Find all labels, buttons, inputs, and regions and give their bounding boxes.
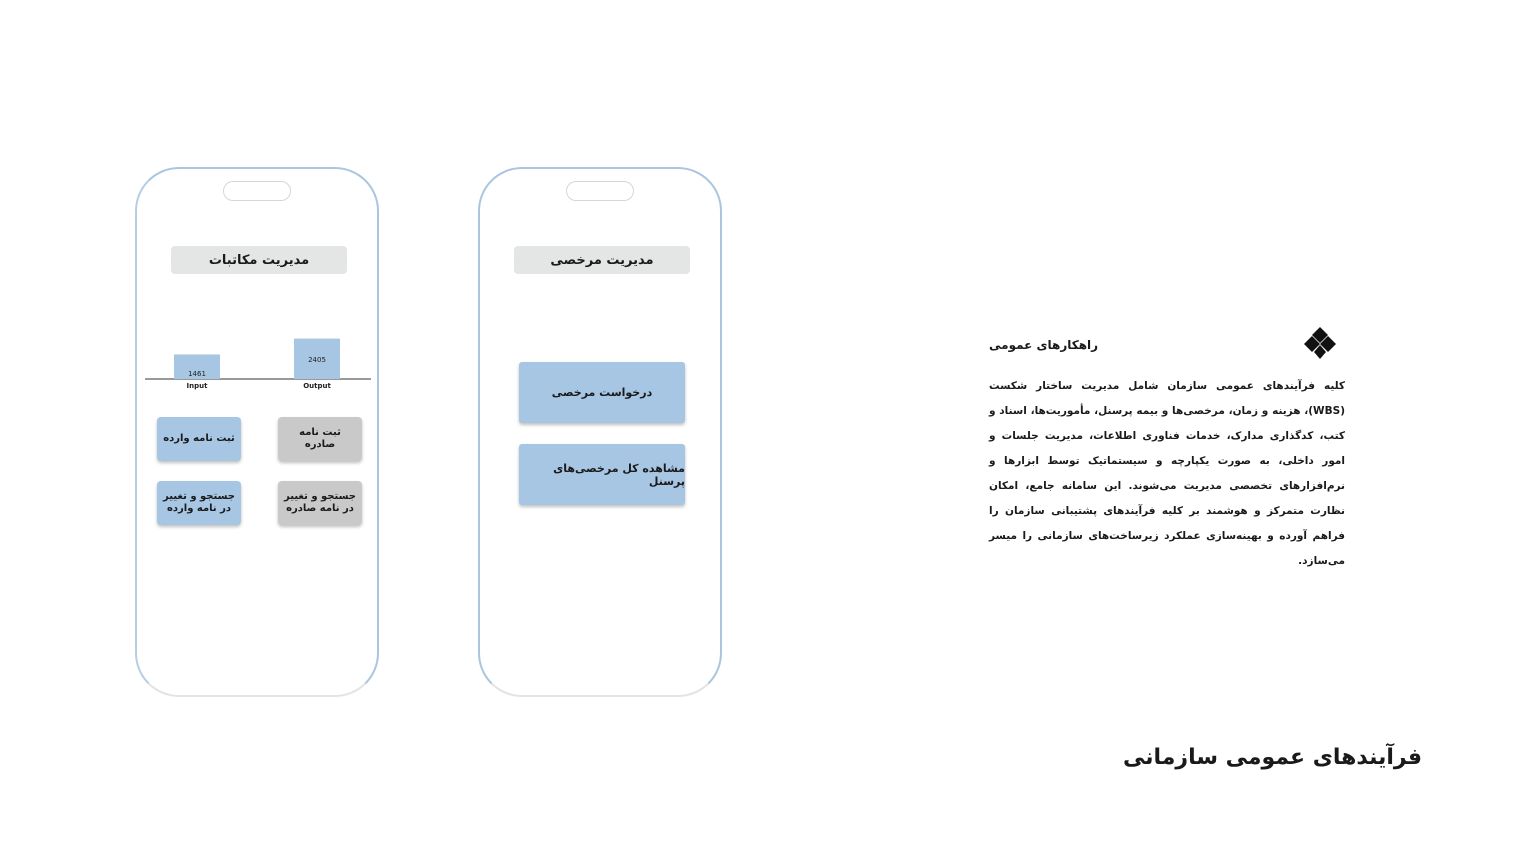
bar-value-label: 2405 — [308, 355, 326, 364]
correspondence-chart — [145, 329, 371, 389]
register-incoming-button[interactable]: ثبت نامه وارده — [157, 417, 241, 461]
solutions-title — [989, 338, 1189, 352]
company-logo-icon — [1303, 326, 1337, 360]
search-incoming-button[interactable]: جستجو و تغییر در نامه وارده — [157, 481, 241, 525]
solutions-description: کلیه فرآیندهای عمومی سازمان شامل مدیریت ساختار شکست (WBS)، هزینه و زمان، مرخصی‌ها و بیمه پرسنل، مأموریت‌ها، اسناد و کتب، کدگذاری مدارک، خدمات فناوری اطلاعات، مدیریت جلسات و امور داخلی، به صورت یکپارچه و سیستماتیک توسط ابزارها و نرم‌افزارهای تخصصی مدیریت می‌شوند. این سامانه جامع، امکان نظارت متمرکز و هوشمند بر کلیه فرآیندهای پشتیبانی سازمان را فراهم آورده و بهینه‌سازی عملکرد زیرساخت‌های سازمانی را میسر می‌سازد. — [989, 380, 1345, 567]
bar-category-label: Input — [186, 382, 208, 390]
request-leave-button[interactable]: درخواست مرخصی — [519, 362, 685, 423]
correspondence-title: مدیریت مکاتبات — [171, 246, 347, 274]
bar-chart-svg — [145, 329, 371, 389]
phone-leave — [478, 167, 722, 697]
search-outgoing-button[interactable]: جستجو و تغییر در نامه صادره — [278, 481, 362, 525]
bar-category-label: Output — [303, 382, 331, 390]
register-outgoing-button[interactable]: ثبت نامه صادره — [278, 417, 362, 461]
page-title: فرآیندهای عمومی سازمانی — [1123, 745, 1422, 770]
phone-correspondence — [135, 167, 379, 697]
phone-notch — [566, 181, 634, 201]
bar-value-label: 1461 — [188, 370, 206, 378]
leave-title: مدیریت مرخصی — [514, 246, 690, 274]
solutions-title-text: راهکارهای عمومی — [989, 338, 1099, 352]
phone-notch — [223, 181, 291, 201]
view-all-leaves-button[interactable]: مشاهده کل مرخصی‌های پرسنل — [519, 444, 685, 505]
